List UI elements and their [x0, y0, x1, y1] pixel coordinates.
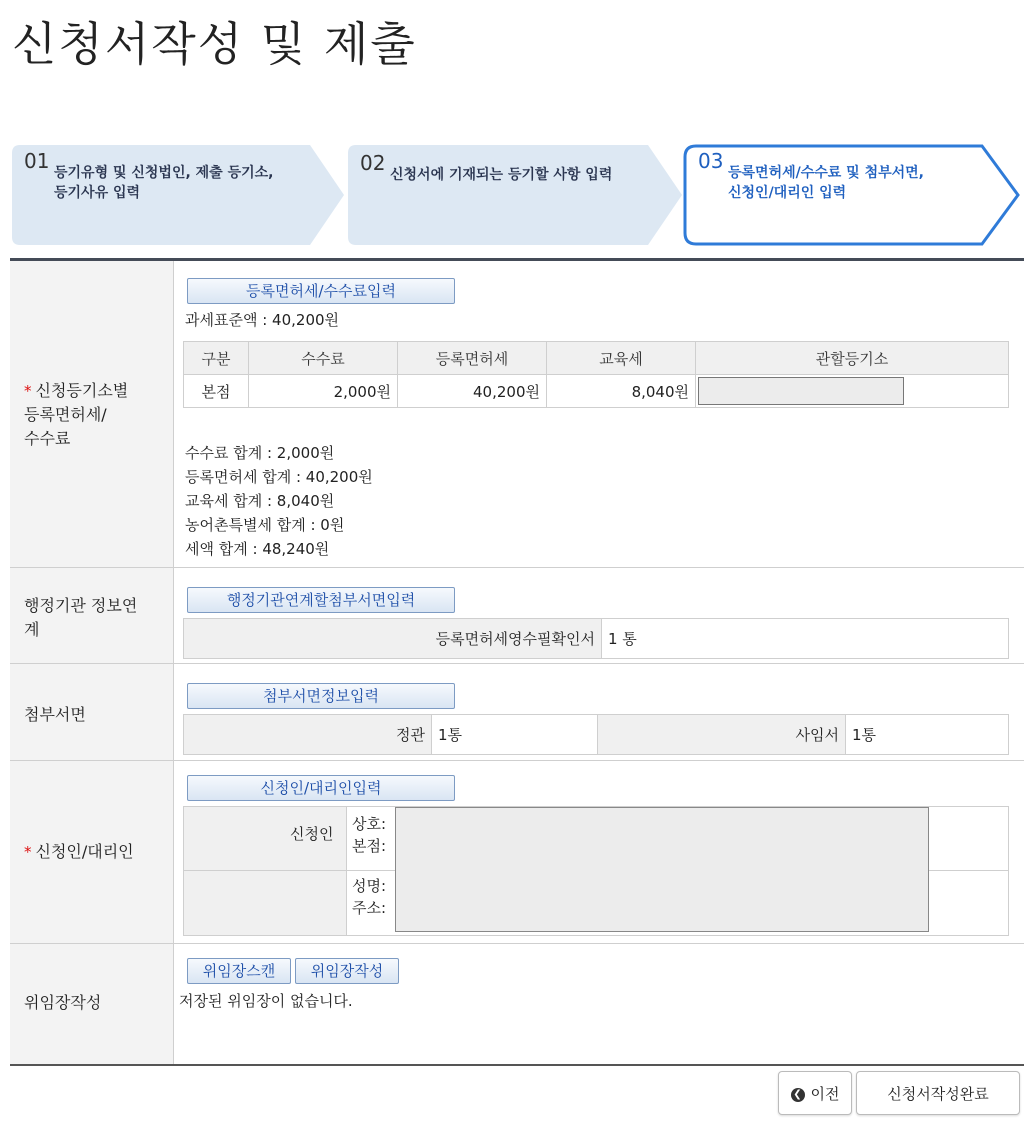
row-proxy — [10, 944, 1024, 1064]
required-mark: * — [24, 382, 32, 400]
applicant-field-labels-1 — [352, 813, 386, 857]
step-3-number: 03 — [698, 149, 724, 173]
application-form — [10, 258, 1024, 1066]
field-label-name: 상호: — [352, 815, 387, 833]
step-2-arrow-shape — [346, 143, 686, 247]
field-label-address: 주소: — [352, 899, 387, 917]
fees-label — [10, 261, 174, 567]
office-field[interactable] — [698, 377, 904, 405]
admin-doc-count: 1 통 — [602, 619, 1009, 659]
attach-table — [183, 714, 1009, 755]
applicant-field-labels-2 — [352, 875, 386, 919]
step-indicator — [10, 143, 1022, 247]
proxy-label-text: 위임장작성 — [24, 993, 102, 1012]
field-label-hq: 본점: — [352, 837, 387, 855]
fees-label-line1: 신청등기소별 — [35, 381, 129, 400]
cell-edu-tax: 8,040원 — [547, 375, 696, 408]
applicant-label-text: 신청인/대리인 — [35, 842, 134, 861]
table-row — [184, 715, 1009, 755]
row-attachments — [10, 664, 1024, 761]
field-label-person: 성명: — [352, 877, 387, 895]
fee-input-button[interactable]: 등록면허세/수수료입력 — [187, 278, 455, 304]
step-1-label-line2: 등기사유 입력 — [54, 185, 141, 201]
step-2 — [346, 143, 686, 247]
page-title: 신청서작성 및 제출 — [12, 17, 417, 71]
table-row — [184, 375, 1009, 408]
applicant-role: 신청인 — [290, 825, 334, 843]
total-edu-tax: 교육세 합계 : 8,040원 — [185, 492, 335, 510]
row-fees — [10, 261, 1024, 568]
prev-button[interactable] — [778, 1071, 852, 1115]
attach-label — [10, 664, 174, 760]
attach-item-1-name: 정관 — [184, 715, 432, 755]
cell-office — [696, 375, 1009, 408]
tax-base-text: 과세표준액 : 40,200원 — [185, 311, 340, 329]
total-reg-tax: 등록면허세 합계 : 40,200원 — [185, 468, 373, 486]
step-3-label-line2: 신청인/대리인 입력 — [728, 185, 847, 201]
admin-doc-name: 등록면허세영수필확인서 — [184, 619, 602, 659]
applicant-info-redacted — [395, 807, 929, 932]
col-edu-tax-header: 교육세 — [547, 342, 696, 375]
table-row — [184, 619, 1009, 659]
col-reg-tax-header: 등록면허세 — [398, 342, 547, 375]
row-admin-link — [10, 568, 1024, 664]
admin-doc-input-button[interactable]: 행정기관연계할첨부서면입력 — [187, 587, 455, 613]
fees-label-line2: 등록면허세/ — [24, 405, 107, 424]
fee-totals — [185, 441, 373, 561]
total-rural-tax: 농어촌특별세 합계 : 0원 — [185, 516, 345, 534]
col-fee-header: 수수료 — [249, 342, 398, 375]
col-office-header: 관할등기소 — [696, 342, 1009, 375]
admin-content — [174, 568, 1024, 663]
step-1-label-line1: 등기유형 및 신청법인, 제출 등기소, — [54, 165, 274, 181]
total-fee: 수수료 합계 : 2,000원 — [185, 444, 335, 462]
applicant-input-button[interactable]: 신청인/대리인입력 — [187, 775, 455, 801]
complete-button[interactable]: 신청서작성완료 — [856, 1071, 1020, 1115]
admin-label-line2: 계 — [24, 620, 40, 639]
step-2-number: 02 — [360, 151, 386, 175]
admin-label-line1: 행정기관 정보연 — [24, 596, 138, 615]
chevron-left-icon: ❮ — [791, 1088, 805, 1102]
cell-reg-tax: 40,200원 — [398, 375, 547, 408]
col-type-header: 구분 — [184, 342, 249, 375]
attach-label-text: 첨부서면 — [24, 705, 86, 724]
applicant-box — [183, 806, 1009, 936]
cell-fee: 2,000원 — [249, 375, 398, 408]
attach-content — [174, 664, 1024, 760]
proxy-scan-button[interactable]: 위임장스캔 — [187, 958, 291, 984]
attach-input-button[interactable]: 첨부서면정보입력 — [187, 683, 455, 709]
row-applicant — [10, 761, 1024, 944]
fees-content — [174, 261, 1024, 567]
admin-doc-table — [183, 618, 1009, 659]
attach-item-1-count: 1통 — [432, 715, 598, 755]
proxy-content — [174, 944, 1024, 1064]
total-tax: 세액 합계 : 48,240원 — [185, 540, 330, 558]
step-1 — [10, 143, 348, 247]
attach-item-2-name: 사임서 — [598, 715, 846, 755]
attach-item-2-count: 1통 — [846, 715, 1009, 755]
step-2-label-line1: 신청서에 기재되는 등기할 사항 입력 — [390, 167, 613, 183]
step-1-number: 01 — [24, 149, 50, 173]
applicant-label — [10, 761, 174, 943]
prev-button-label: 이전 — [810, 1085, 840, 1103]
fee-table — [183, 341, 1009, 408]
step-3 — [682, 143, 1022, 247]
required-mark: * — [24, 843, 32, 861]
admin-label — [10, 568, 174, 663]
proxy-message: 저장된 위임장이 없습니다. — [179, 992, 353, 1010]
step-3-label-line1: 등록면허세/수수료 및 첨부서면, — [728, 165, 924, 181]
fees-label-line3: 수수료 — [24, 429, 71, 448]
proxy-write-button[interactable]: 위임장작성 — [295, 958, 399, 984]
applicant-content — [174, 761, 1024, 943]
cell-type: 본점 — [184, 375, 249, 408]
proxy-label — [10, 944, 174, 1064]
